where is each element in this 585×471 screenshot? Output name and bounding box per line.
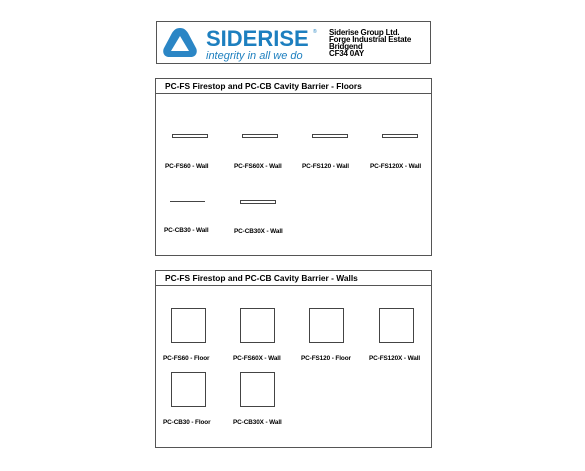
item-label[interactable]: PC-FS60X - Wall xyxy=(234,163,282,170)
square-icon[interactable] xyxy=(379,308,414,343)
square-icon[interactable] xyxy=(171,372,206,407)
item-label[interactable]: PC-FS120 - Wall xyxy=(302,163,349,170)
floors-panel-title: PC-FS Firestop and PC-CB Cavity Barrier - Floors xyxy=(165,81,362,91)
thin-bar-icon[interactable] xyxy=(242,134,278,138)
divider xyxy=(156,285,431,286)
square-icon[interactable] xyxy=(240,372,275,407)
thin-bar-icon[interactable] xyxy=(240,200,276,204)
thin-bar-icon[interactable] xyxy=(382,134,418,138)
item-label[interactable]: PC-FS60X - Wall xyxy=(233,355,281,362)
item-label[interactable]: PC-CB30X - Wall xyxy=(233,419,282,426)
item-label[interactable]: PC-FS60 - Floor xyxy=(163,355,210,362)
thin-bar-icon[interactable] xyxy=(312,134,348,138)
square-icon[interactable] xyxy=(309,308,344,343)
address-line: Forge Industrial Estate xyxy=(329,35,412,44)
walls-panel-title: PC-FS Firestop and PC-CB Cavity Barrier - Walls xyxy=(165,273,358,283)
logo-triangle-icon xyxy=(163,28,197,57)
header-panel xyxy=(156,21,431,64)
item-label[interactable]: PC-CB30X - Wall xyxy=(234,228,283,235)
floors-panel xyxy=(155,78,432,256)
item-label[interactable]: PC-CB30 - Wall xyxy=(164,227,209,234)
line-icon[interactable] xyxy=(170,201,205,202)
registered-mark: ® xyxy=(313,29,317,35)
item-label[interactable]: PC-FS120X - Wall xyxy=(370,163,422,170)
square-icon[interactable] xyxy=(171,308,206,343)
brand-tagline: integrity in all we do xyxy=(206,50,303,62)
item-label[interactable]: PC-FS120X - Wall xyxy=(369,355,421,362)
address-line: Siderise Group Ltd. xyxy=(329,28,400,37)
siderise-logo xyxy=(161,24,327,62)
item-label[interactable]: PC-FS120 - Floor xyxy=(301,355,351,362)
walls-panel xyxy=(155,270,432,448)
brand-name: SIDERISE xyxy=(206,26,309,51)
address-line: Bridgend xyxy=(329,42,363,51)
item-label[interactable]: PC-CB30 - Floor xyxy=(163,419,211,426)
square-icon[interactable] xyxy=(240,308,275,343)
address-line: CF34 0AY xyxy=(329,49,365,58)
item-label[interactable]: PC-FS60 - Wall xyxy=(165,163,209,170)
thin-bar-icon[interactable] xyxy=(172,134,208,138)
divider xyxy=(156,93,431,94)
company-address xyxy=(329,29,411,57)
